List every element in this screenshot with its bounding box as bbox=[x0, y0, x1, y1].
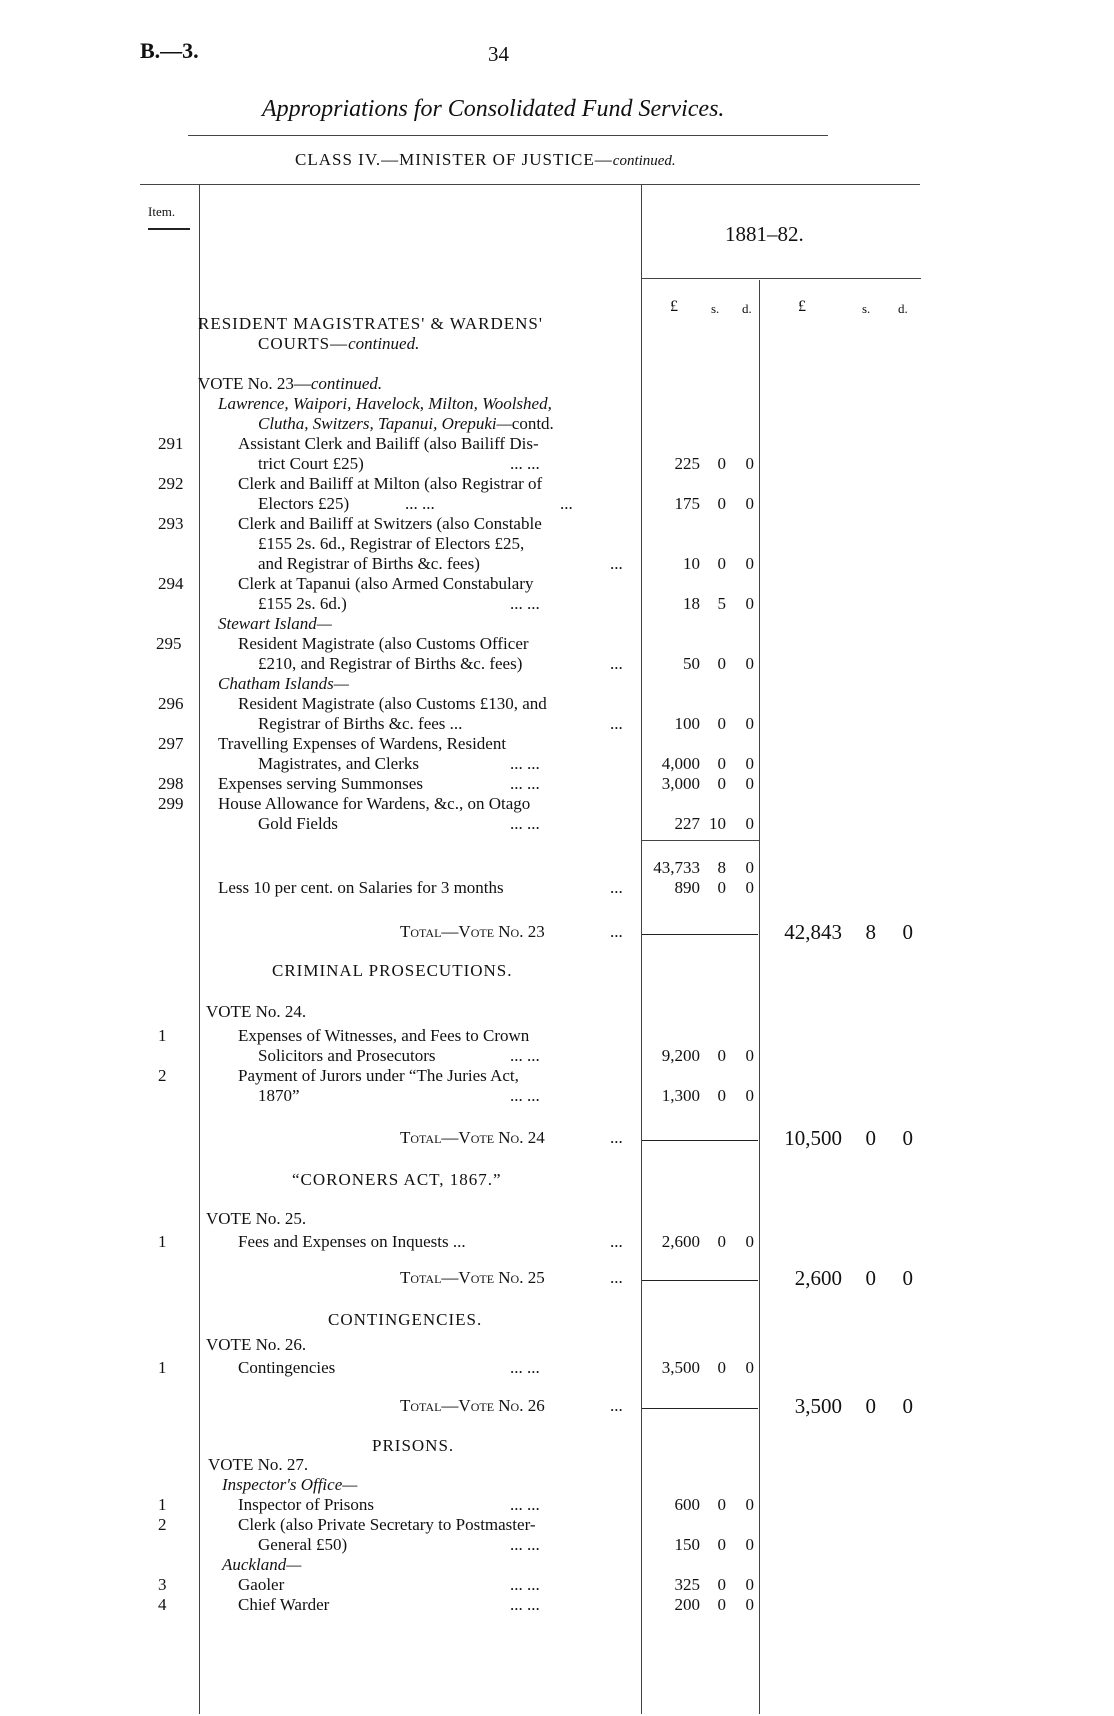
subheading: Auckland— bbox=[222, 1555, 302, 1574]
pence-header-2: d. bbox=[898, 301, 908, 316]
amount-shillings: 0 bbox=[717, 1232, 726, 1251]
total-dash bbox=[642, 1408, 758, 1409]
amount-pounds: 100 bbox=[674, 714, 700, 733]
amount-pounds: 50 bbox=[683, 654, 700, 673]
amount-pounds: 325 bbox=[674, 1575, 700, 1594]
item-description: Clerk (also Private Secretary to Postmaster- bbox=[238, 1515, 536, 1534]
item-description: trict Court £25) bbox=[258, 454, 364, 473]
amount-shillings: 0 bbox=[717, 1535, 726, 1554]
shilling-header-2: s. bbox=[862, 301, 871, 316]
leader-dots: ... ... bbox=[510, 754, 540, 773]
leader-dots: ... bbox=[610, 922, 623, 941]
item-column-header: Item. bbox=[148, 204, 176, 219]
item-description: Expenses serving Summonses bbox=[218, 774, 423, 793]
deduction-label: Less 10 per cent. on Salaries for 3 months bbox=[218, 878, 504, 897]
total-dash bbox=[642, 1140, 758, 1141]
amount-shillings: 0 bbox=[717, 754, 726, 773]
amount-pounds: 225 bbox=[674, 454, 700, 473]
amount-shillings: 0 bbox=[717, 1495, 726, 1514]
item-description: Resident Magistrate (also Customs £130, and bbox=[238, 694, 547, 713]
item-number: 1 bbox=[158, 1358, 167, 1377]
amount-pence: 0 bbox=[745, 714, 754, 733]
item-header-underline bbox=[148, 228, 190, 230]
pence-header: d. bbox=[742, 301, 752, 316]
subtotal-shillings: 8 bbox=[717, 858, 726, 877]
leader-dots: ... ... bbox=[510, 594, 540, 613]
amount-pounds: 4,000 bbox=[661, 754, 700, 773]
amount-pence: 0 bbox=[745, 554, 754, 573]
amount-pounds: 200 bbox=[674, 1595, 700, 1614]
total-pounds: 2,600 bbox=[794, 1266, 842, 1290]
amount-pence: 0 bbox=[745, 594, 754, 613]
total-label: Total—Vote No. 24 bbox=[400, 1128, 545, 1147]
section-heading: “CORONERS ACT, 1867.” bbox=[292, 1170, 502, 1189]
item-number: 4 bbox=[158, 1595, 167, 1614]
subheading: Inspector's Office— bbox=[222, 1475, 358, 1494]
vote-label: VOTE No. 24. bbox=[206, 1002, 307, 1021]
amount-pence: 0 bbox=[745, 1575, 754, 1594]
amount-pence: 0 bbox=[745, 774, 754, 793]
section-heading: RESIDENT MAGISTRATES' & WARDENS' bbox=[198, 314, 543, 333]
amount-pounds: 175 bbox=[674, 494, 700, 513]
item-description: Gold Fields bbox=[258, 814, 338, 833]
item-description: Clerk and Bailiff at Milton (also Registrar of bbox=[238, 474, 543, 493]
item-number: 298 bbox=[158, 774, 184, 793]
leader-dots: ... bbox=[610, 1396, 623, 1415]
amount-pence: 0 bbox=[745, 1535, 754, 1554]
total-pence: 0 bbox=[902, 1266, 913, 1290]
leader-dots: ... ... bbox=[510, 1358, 540, 1377]
amount-pence: 0 bbox=[745, 1358, 754, 1377]
total-pence: 0 bbox=[902, 1126, 913, 1150]
page-title: Appropriations for Consolidated Fund Services. bbox=[262, 96, 725, 122]
item-number: 295 bbox=[156, 634, 182, 653]
item-description: Clerk at Tapanui (also Armed Constabulary bbox=[238, 574, 534, 593]
amount-pence: 0 bbox=[745, 814, 754, 833]
total-shillings: 0 bbox=[865, 1394, 876, 1418]
amount-shillings: 0 bbox=[717, 1358, 726, 1377]
section-heading: CONTINGENCIES. bbox=[328, 1310, 483, 1329]
amount-pence: 0 bbox=[745, 654, 754, 673]
item-number: 1 bbox=[158, 1026, 167, 1045]
amount-column-divider bbox=[641, 184, 642, 1714]
amount-shillings: 0 bbox=[717, 714, 726, 733]
vote-label: VOTE No. 25. bbox=[206, 1209, 307, 1228]
title-rule bbox=[188, 135, 828, 136]
amount-shillings: 0 bbox=[717, 1595, 726, 1614]
amount-pounds: 3,000 bbox=[661, 774, 700, 793]
leader-dots: ... ... bbox=[510, 1595, 540, 1614]
item-description: £155 2s. 6d., Registrar of Electors £25, bbox=[258, 534, 525, 553]
leader-dots: ... ... bbox=[510, 1086, 540, 1105]
leader-dots: ... bbox=[610, 654, 623, 673]
page-number: 34 bbox=[488, 42, 509, 66]
leader-dots: ... ... bbox=[510, 1495, 540, 1514]
total-shillings: 8 bbox=[865, 920, 876, 944]
district-line: Lawrence, Waipori, Havelock, Milton, Woolshed, bbox=[218, 394, 552, 413]
amount-pounds: 150 bbox=[674, 1535, 700, 1554]
class-heading: CLASS IV.—MINISTER OF JUSTICE—continued. bbox=[295, 150, 676, 169]
total-shillings: 0 bbox=[865, 1266, 876, 1290]
item-description: £210, and Registrar of Births &c. fees) bbox=[258, 654, 523, 673]
item-description: Assistant Clerk and Bailiff (also Bailiff Dis- bbox=[238, 434, 539, 453]
item-description: House Allowance for Wardens, &c., on Otago bbox=[218, 794, 531, 813]
section-heading-cont: COURTS—continued. bbox=[258, 334, 420, 353]
total-dash bbox=[642, 1280, 758, 1281]
amount-pounds: 9,200 bbox=[661, 1046, 700, 1065]
total-label: Total—Vote No. 23 bbox=[400, 922, 545, 941]
item-number: 292 bbox=[158, 474, 184, 493]
item-number: 291 bbox=[158, 434, 184, 453]
item-description: Magistrates, and Clerks bbox=[258, 754, 419, 773]
amount-pence: 0 bbox=[745, 454, 754, 473]
item-number: 293 bbox=[158, 514, 184, 533]
item-column-divider bbox=[199, 184, 200, 1714]
amount-pounds: 2,600 bbox=[661, 1232, 700, 1251]
amount-shillings: 0 bbox=[717, 654, 726, 673]
total-label: Total—Vote No. 26 bbox=[400, 1396, 545, 1415]
amount-pence: 0 bbox=[745, 1046, 754, 1065]
amount-pounds: 227 bbox=[674, 814, 700, 833]
amount-pence: 0 bbox=[745, 1495, 754, 1514]
amount-pounds: 600 bbox=[674, 1495, 700, 1514]
amount-shillings: 0 bbox=[717, 454, 726, 473]
total-shillings: 0 bbox=[865, 1126, 876, 1150]
leader-dots: ... bbox=[610, 1128, 623, 1147]
leader-dots: ... bbox=[560, 494, 573, 513]
amount-shillings: 10 bbox=[709, 814, 726, 833]
leader-dots: ... bbox=[610, 1232, 623, 1251]
subtotal-column-divider bbox=[759, 280, 760, 1714]
amount-pence: 0 bbox=[745, 1232, 754, 1251]
item-description: 1870” bbox=[258, 1086, 300, 1105]
item-number: 297 bbox=[158, 734, 184, 753]
item-number: 1 bbox=[158, 1232, 167, 1251]
amount-shillings: 0 bbox=[717, 1086, 726, 1105]
item-description: Fees and Expenses on Inquests ... bbox=[238, 1232, 466, 1251]
amount-pounds: 10 bbox=[683, 554, 700, 573]
shilling-header: s. bbox=[711, 301, 720, 316]
year-header: 1881–82. bbox=[725, 222, 804, 246]
item-number: 1 bbox=[158, 1495, 167, 1514]
amount-pence: 0 bbox=[745, 754, 754, 773]
item-description: Clerk and Bailiff at Switzers (also Constable bbox=[238, 514, 542, 533]
pound-header: £ bbox=[670, 298, 678, 315]
total-pence: 0 bbox=[902, 920, 913, 944]
section-heading: CRIMINAL PROSECUTIONS. bbox=[272, 961, 513, 980]
vote-label: VOTE No. 23—continued. bbox=[198, 374, 383, 393]
item-description: £155 2s. 6d.) bbox=[258, 594, 347, 613]
leader-dots: ... bbox=[610, 554, 623, 573]
item-number: 3 bbox=[158, 1575, 167, 1594]
item-description: Registrar of Births &c. fees ... bbox=[258, 714, 463, 733]
item-description: General £50) bbox=[258, 1535, 348, 1554]
amount-shillings: 0 bbox=[717, 1575, 726, 1594]
leader-dots: ... ... bbox=[510, 774, 540, 793]
subtotal-pounds: 43,733 bbox=[653, 858, 700, 877]
total-pounds: 42,843 bbox=[784, 920, 842, 944]
year-header-rule bbox=[641, 278, 921, 279]
leader-dots: ... ... bbox=[510, 1575, 540, 1594]
leader-dots: ... bbox=[610, 878, 623, 897]
table-top-rule bbox=[140, 184, 920, 185]
leader-dots: ... ... bbox=[405, 494, 435, 513]
item-number: 299 bbox=[158, 794, 184, 813]
total-pounds: 10,500 bbox=[784, 1126, 842, 1150]
amount-pounds: 3,500 bbox=[661, 1358, 700, 1377]
vote-label: VOTE No. 26. bbox=[206, 1335, 307, 1354]
amount-pence: 0 bbox=[745, 1595, 754, 1614]
leader-dots: ... ... bbox=[510, 814, 540, 833]
item-description: Inspector of Prisons bbox=[238, 1495, 374, 1514]
amount-pence: 0 bbox=[745, 1086, 754, 1105]
item-description: Travelling Expenses of Wardens, Resident bbox=[218, 734, 507, 753]
total-dash bbox=[642, 934, 758, 935]
amount-pounds: 18 bbox=[683, 594, 700, 613]
item-number: 2 bbox=[158, 1066, 167, 1085]
item-description: Gaoler bbox=[238, 1575, 285, 1594]
subheading: Stewart Island— bbox=[218, 614, 332, 633]
leader-dots: ... ... bbox=[510, 454, 540, 473]
sheet-reference: B.—3. bbox=[140, 38, 199, 63]
item-description: Solicitors and Prosecutors bbox=[258, 1046, 436, 1065]
subheading: Chatham Islands— bbox=[218, 674, 349, 693]
amount-shillings: 0 bbox=[717, 774, 726, 793]
vote-label: VOTE No. 27. bbox=[208, 1455, 309, 1474]
item-description: Resident Magistrate (also Customs Officer bbox=[238, 634, 529, 653]
subtotal-pence: 0 bbox=[745, 858, 754, 877]
total-label: Total—Vote No. 25 bbox=[400, 1268, 545, 1287]
item-description: Electors £25) bbox=[258, 494, 350, 513]
leader-dots: ... ... bbox=[510, 1535, 540, 1554]
amount-shillings: 0 bbox=[717, 1046, 726, 1065]
amount-shillings: 5 bbox=[717, 594, 726, 613]
amount-shillings: 0 bbox=[717, 554, 726, 573]
total-pence: 0 bbox=[902, 1394, 913, 1418]
item-description: and Registrar of Births &c. fees) bbox=[258, 554, 480, 573]
leader-dots: ... bbox=[610, 1268, 623, 1287]
item-description: Chief Warder bbox=[238, 1595, 330, 1614]
item-description: Contingencies bbox=[238, 1358, 336, 1377]
total-pounds: 3,500 bbox=[794, 1394, 842, 1418]
item-number: 2 bbox=[158, 1515, 167, 1534]
deduction-pounds: 890 bbox=[674, 878, 700, 897]
deduction-shillings: 0 bbox=[717, 878, 726, 897]
item-number: 294 bbox=[158, 574, 184, 593]
amount-shillings: 0 bbox=[717, 494, 726, 513]
leader-dots: ... ... bbox=[510, 1046, 540, 1065]
item-description: Payment of Jurors under “The Juries Act, bbox=[238, 1066, 519, 1085]
section-heading: PRISONS. bbox=[372, 1436, 455, 1455]
amount-pounds: 1,300 bbox=[661, 1086, 700, 1105]
leader-dots: ... bbox=[610, 714, 623, 733]
item-description: Expenses of Witnesses, and Fees to Crown bbox=[238, 1026, 530, 1045]
pound-header-2: £ bbox=[798, 298, 806, 315]
amount-pence: 0 bbox=[745, 494, 754, 513]
deduction-pence: 0 bbox=[745, 878, 754, 897]
item-number: 296 bbox=[158, 694, 184, 713]
district-line: Clutha, Switzers, Tapanui, Orepuki—contd. bbox=[258, 414, 554, 433]
subtotal-rule bbox=[642, 840, 760, 841]
